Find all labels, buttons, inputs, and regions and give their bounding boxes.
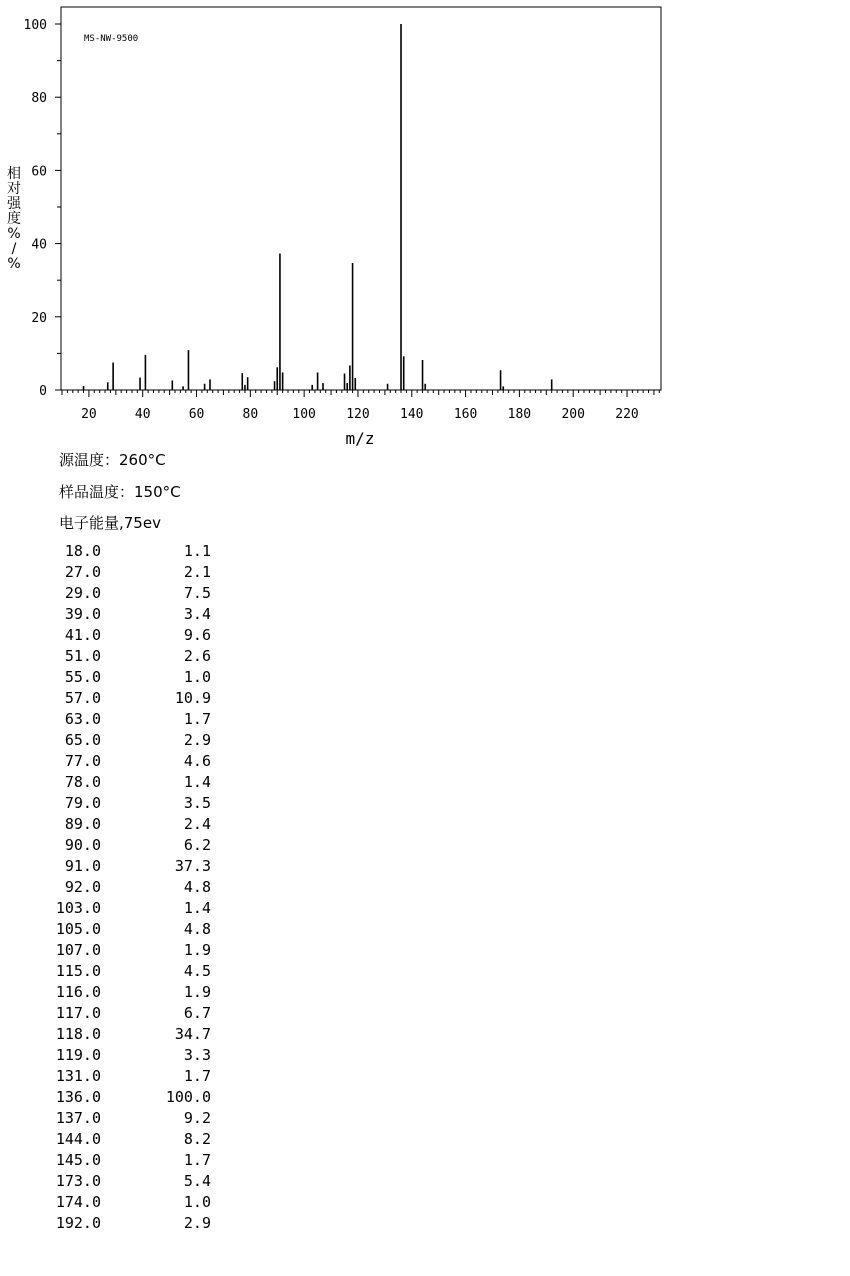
peak-intensity: 4.8 — [183, 920, 211, 938]
peak-intensity: 2.6 — [183, 647, 211, 665]
peak-mz: 79.0 — [64, 794, 101, 812]
peak-mz: 103.0 — [55, 899, 101, 917]
peak-mz: 118.0 — [55, 1025, 101, 1043]
peak-mz: 136.0 — [55, 1088, 101, 1106]
peak-intensity: 1.1 — [183, 542, 211, 560]
axis-ticks — [55, 24, 659, 397]
peak-intensity: 2.1 — [183, 563, 211, 581]
peak-mz: 174.0 — [55, 1193, 101, 1211]
peak-mz: 63.0 — [64, 710, 101, 728]
x-tick-labels — [81, 407, 639, 422]
peak-mz: 65.0 — [64, 731, 101, 749]
peak-intensity: 1.7 — [183, 1067, 211, 1085]
peak-mz: 18.0 — [64, 542, 101, 560]
peak-mz: 117.0 — [55, 1004, 101, 1022]
y-tick-label: 20 — [31, 310, 47, 326]
y-tick-label: 60 — [31, 164, 47, 180]
peak-intensity: 3.3 — [183, 1046, 211, 1064]
peak-intensity: 7.5 — [183, 584, 211, 602]
peak-mz: 27.0 — [64, 563, 101, 581]
peak-intensity: 1.0 — [183, 668, 211, 686]
y-axis-label-char: % — [7, 226, 21, 242]
peak-intensity: 4.8 — [183, 878, 211, 896]
peak-mz: 91.0 — [64, 857, 101, 875]
peak-intensity: 3.5 — [183, 794, 211, 812]
y-axis-label-char: 对 — [7, 181, 21, 197]
peak-mz: 105.0 — [55, 920, 101, 938]
peak-mz: 119.0 — [55, 1046, 101, 1064]
peak-mz: 131.0 — [55, 1067, 101, 1085]
x-tick-label: 180 — [507, 407, 532, 422]
y-axis-label — [7, 165, 22, 272]
peak-intensity: 1.0 — [183, 1193, 211, 1211]
peak-intensity: 2.9 — [183, 1214, 211, 1232]
peak-intensity: 2.9 — [183, 731, 211, 749]
peak-intensity: 1.9 — [183, 941, 211, 959]
peak-intensity: 3.4 — [183, 605, 211, 623]
peak-mz: 115.0 — [55, 962, 101, 980]
plot-frame — [61, 7, 661, 390]
peak-mz: 145.0 — [55, 1151, 101, 1169]
x-tick-label: 120 — [346, 407, 370, 422]
peak-mz: 77.0 — [64, 752, 101, 770]
y-tick-label: 0 — [39, 384, 47, 399]
spectrum-peaks — [84, 24, 552, 390]
x-tick-label: 100 — [292, 407, 316, 422]
peak-mz: 137.0 — [55, 1109, 101, 1127]
peak-mz: 51.0 — [64, 647, 101, 665]
peak-mz: 90.0 — [64, 836, 101, 854]
peak-intensity: 1.9 — [183, 983, 211, 1001]
peak-mz: 144.0 — [55, 1130, 101, 1148]
peak-intensity: 2.4 — [183, 815, 211, 833]
peak-mz: 89.0 — [64, 815, 101, 833]
peak-intensity: 1.4 — [183, 773, 211, 791]
electron-energy: 电子能量,75ev — [59, 514, 161, 532]
peak-mz: 116.0 — [55, 983, 101, 1001]
peak-intensity: 1.4 — [183, 899, 211, 917]
y-axis-label-char: % — [7, 256, 21, 272]
x-axis-label: m/z — [345, 429, 375, 448]
peak-mz: 41.0 — [64, 626, 101, 644]
peak-intensity: 6.2 — [183, 836, 211, 854]
y-tick-labels — [24, 18, 47, 399]
peak-mz: 57.0 — [64, 689, 101, 707]
peak-intensity: 6.7 — [183, 1004, 211, 1022]
y-axis-label-char: 相 — [7, 166, 21, 182]
peak-intensity: 8.2 — [183, 1130, 211, 1148]
y-tick-label: 100 — [23, 18, 47, 33]
peak-mz: 29.0 — [64, 584, 101, 602]
x-tick-label: 20 — [81, 407, 97, 422]
x-tick-label: 40 — [134, 407, 151, 422]
x-tick-label: 220 — [615, 407, 639, 422]
source-temperature: 源温度：260°C — [59, 451, 166, 469]
peak-intensity: 9.6 — [183, 626, 211, 644]
y-axis-label-char: 度 — [7, 211, 21, 227]
peak-mz: 39.0 — [64, 605, 101, 623]
x-tick-label: 60 — [188, 407, 205, 422]
peak-mz: 92.0 — [64, 878, 101, 896]
peak-mz: 55.0 — [64, 668, 101, 686]
peak-mz: 192.0 — [55, 1214, 101, 1232]
peak-intensity: 5.4 — [183, 1172, 211, 1190]
peak-intensity: 1.7 — [183, 710, 211, 728]
sample-temperature: 样品温度：150°C — [59, 483, 181, 501]
x-tick-label: 140 — [400, 407, 424, 422]
peak-intensity: 37.3 — [174, 857, 211, 875]
peak-intensity: 100.0 — [165, 1088, 211, 1106]
mass-spectrum-chart — [0, 0, 850, 455]
peak-mz: 107.0 — [55, 941, 101, 959]
peak-intensity: 9.2 — [183, 1109, 211, 1127]
x-tick-label: 160 — [453, 407, 478, 422]
peak-intensity: 4.6 — [183, 752, 211, 770]
peak-intensity: 34.7 — [174, 1025, 211, 1043]
peak-intensity: 10.9 — [174, 689, 211, 707]
peak-mz: 173.0 — [55, 1172, 101, 1190]
peak-intensity: 1.7 — [183, 1151, 211, 1169]
spectrum-id-label: MS-NW-9500 — [84, 34, 139, 44]
y-axis-label-char: / — [11, 241, 17, 257]
peak-mz: 78.0 — [64, 773, 101, 791]
y-axis-label-char: 强 — [7, 196, 21, 212]
y-tick-label: 80 — [31, 91, 47, 107]
y-tick-label: 40 — [31, 237, 47, 253]
x-tick-label: 200 — [561, 407, 585, 422]
x-tick-label: 80 — [242, 407, 259, 422]
peak-intensity: 4.5 — [183, 962, 211, 980]
